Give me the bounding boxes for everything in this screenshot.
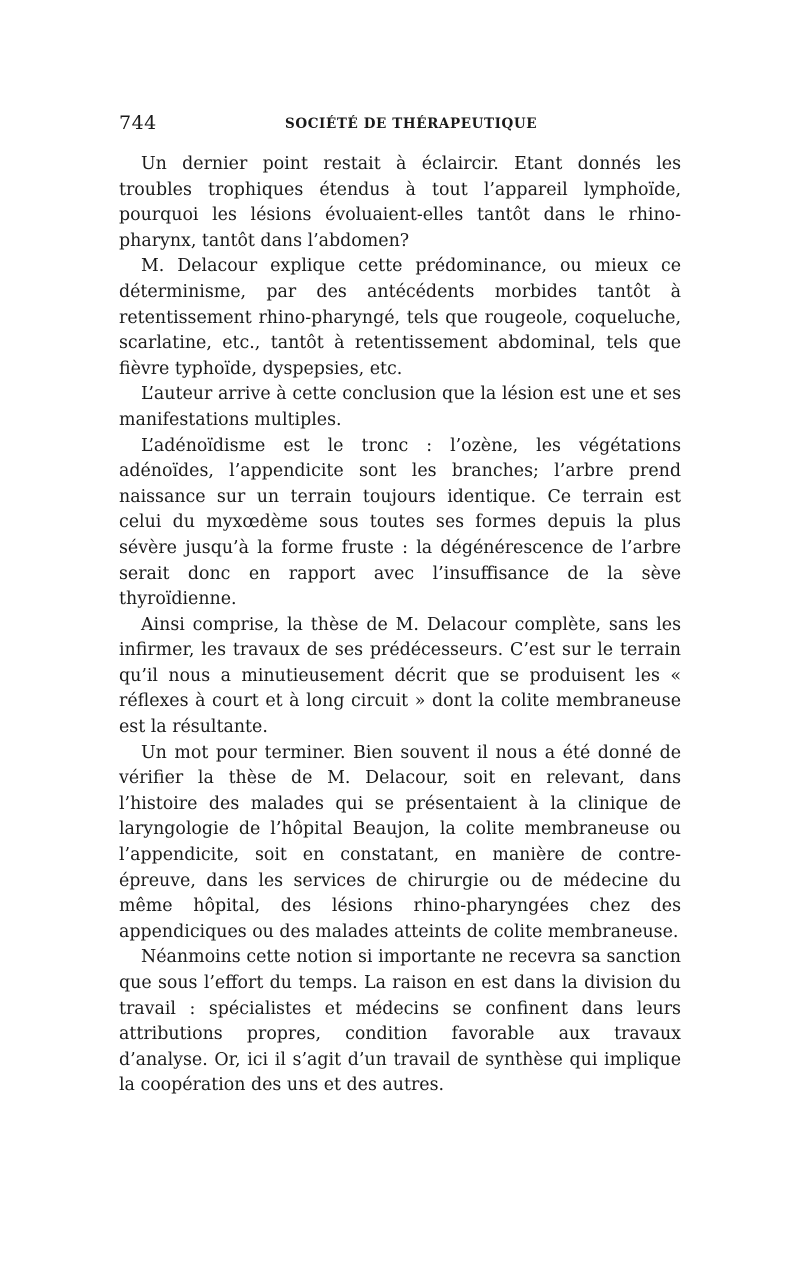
running-title: SOCIÉTÉ DE THÉRAPEUTIQUE — [285, 116, 538, 132]
paragraph: Néanmoins cette notion si importante ne recevra sa sanction que sous l’effort du temps. La raison en est dans la division du travail : spécialistes et médecins se confinent dans leurs attributions propres, condition favorable aux travaux d’analyse. Or, ici il s’agit d’un travail de synthèse qui implique la coopération des uns et des autres. — [119, 947, 681, 1096]
page-header — [119, 112, 681, 138]
paragraph: M. Delacour explique cette prédominance, ou mieux ce déterminisme, par des antécédents morbides tantôt à retentissement rhino-pharyngé, tels que rougeole, coqueluche, scarlatine, etc., tantôt à retentissement abdominal, tels que fièvre typhoïde, dyspepsies, etc. — [119, 256, 681, 379]
paragraph: L’auteur arrive à cette conclusion que la lésion est une et ses manifestations multiples. — [119, 384, 681, 430]
page-number: 744 — [119, 112, 157, 134]
paragraph: Ainsi comprise, la thèse de M. Delacour complète, sans les infirmer, les travaux de ses prédécesseurs. C’est sur le terrain qu’il nous a minutieusement décrit que se produisent les « réflexes à court et à long circuit » dont la colite membraneuse est la résultante. — [119, 614, 681, 738]
book-page — [119, 112, 681, 1099]
paragraph: L’adénoïdisme est le tronc : l’ozène, les végétations adénoïdes, l’appendicite sont les branches; l’arbre prend naissance sur un terrain toujours identique. Ce terrain est celui du myxœdème sous toutes ses formes depuis la plus sévère jusqu’à la forme fruste : la dégénérescence de l’arbre serait donc en rapport avec l’insuffisance de la sève thyroïdienne. — [119, 435, 681, 610]
paragraph: Un dernier point restait à éclaircir. Etant donnés les troubles trophiques étendus à tout l’appareil lymphoïde, pourquoi les lésions évoluaient-elles tantôt dans le rhino-pharynx, tantôt dans l’abdomen? — [119, 154, 681, 251]
body-text — [119, 152, 681, 1099]
paragraph: Un mot pour terminer. Bien souvent il nous a été donné de vérifier la thèse de M. Delacour, soit en relevant, dans l’histoire des malades qui se présentaient à la clinique de laryngologie de l’hôpital Beaujon, la colite membraneuse ou l’appendicite, soit en constatant, en manière de contre-épreuve, dans les services de chirurgie ou de médecine du même hôpital, des lésions rhino-pharyngées chez des appendiciques ou des malades atteints de colite membraneuse. — [119, 742, 681, 942]
